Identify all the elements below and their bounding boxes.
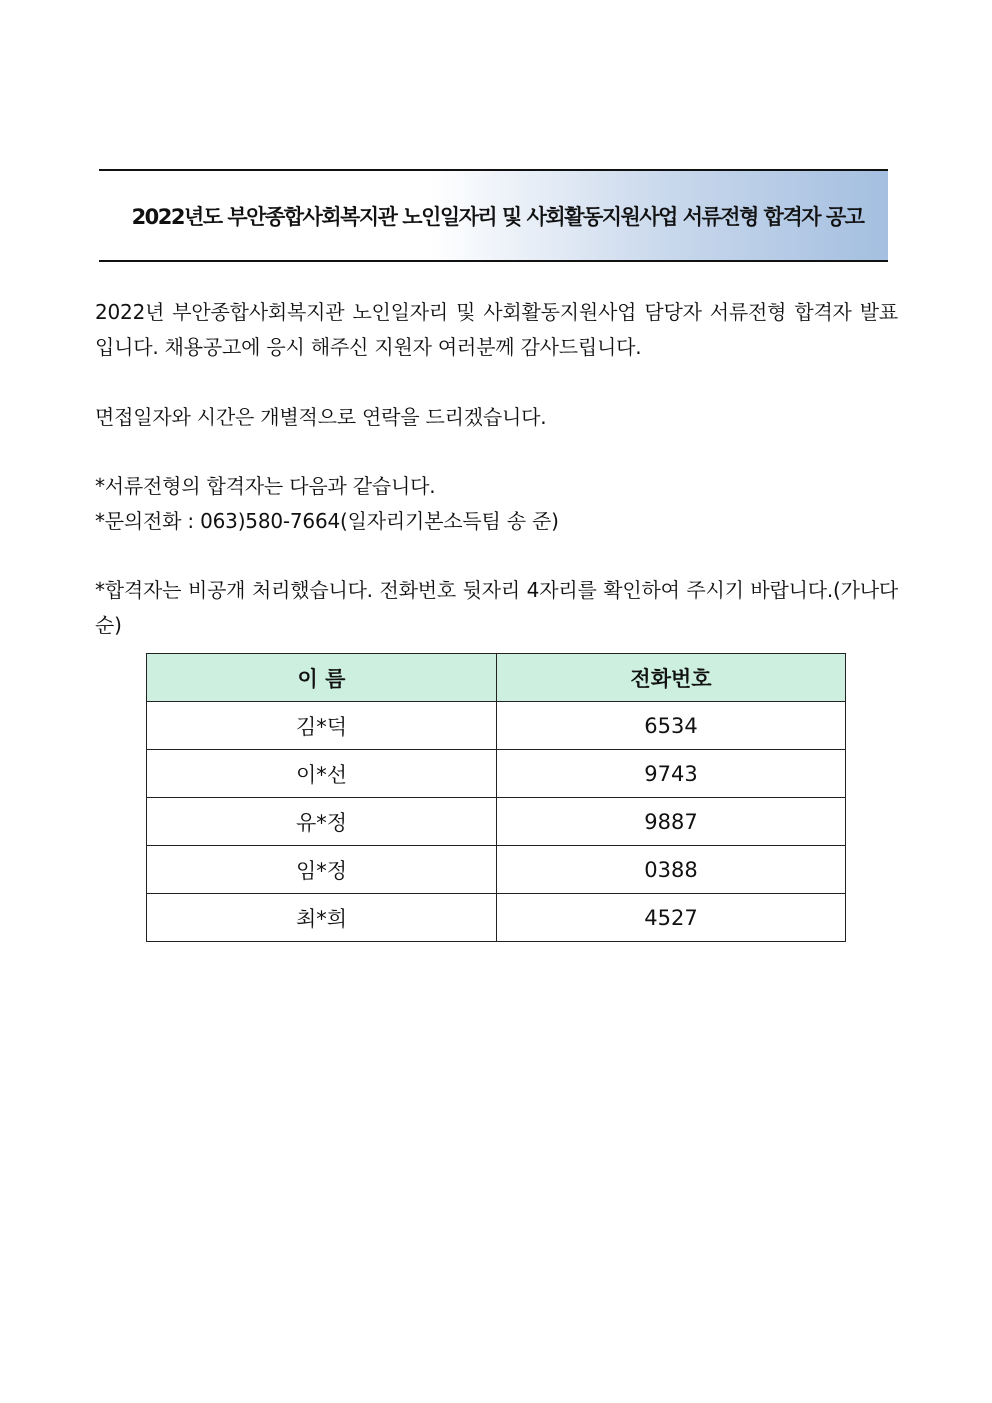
table-row	[147, 894, 846, 942]
cell-name: 유*정	[147, 798, 497, 846]
cell-name: 이*선	[147, 750, 497, 798]
header-name: 이 름	[147, 654, 497, 702]
header-phone: 전화번호	[497, 654, 846, 702]
table-row	[147, 846, 846, 894]
intro-paragraph: 2022년 부안종합사회복지관 노인일자리 및 사회활동지원사업 담당자 서류전형 합격자 발표입니다. 채용공고에 응시 해주신 지원자 여러분께 감사드립니다.	[95, 300, 898, 359]
page-title: 2022년도 부안종합사회복지관 노인일자리 및 사회활동지원사업 서류전형 합격자 공고	[131, 204, 864, 229]
privacy-note: *합격자는 비공개 처리했습니다. 전화번호 뒷자리 4자리를 확인하여 주시기 바랍니다.(가나다순)	[95, 578, 898, 637]
result-table	[146, 653, 846, 942]
cell-name: 임*정	[147, 846, 497, 894]
interview-paragraph: 면접일자와 시간은 개별적으로 연락을 드리겠습니다.	[95, 405, 547, 429]
table-row	[147, 702, 846, 750]
cell-name: 김*덕	[147, 702, 497, 750]
list-note: *서류전형의 합격자는 다음과 같습니다.	[95, 474, 436, 498]
cell-name: 최*희	[147, 894, 497, 942]
title-banner	[99, 169, 888, 262]
table-header-row	[147, 654, 846, 702]
contact-info: *문의전화 : 063)580-7664(일자리기본소득팀 송 준)	[95, 509, 559, 533]
table-row	[147, 798, 846, 846]
cell-phone: 9743	[497, 750, 846, 798]
cell-phone: 9887	[497, 798, 846, 846]
cell-phone: 0388	[497, 846, 846, 894]
cell-phone: 4527	[497, 894, 846, 942]
cell-phone: 6534	[497, 702, 846, 750]
table-row	[147, 750, 846, 798]
